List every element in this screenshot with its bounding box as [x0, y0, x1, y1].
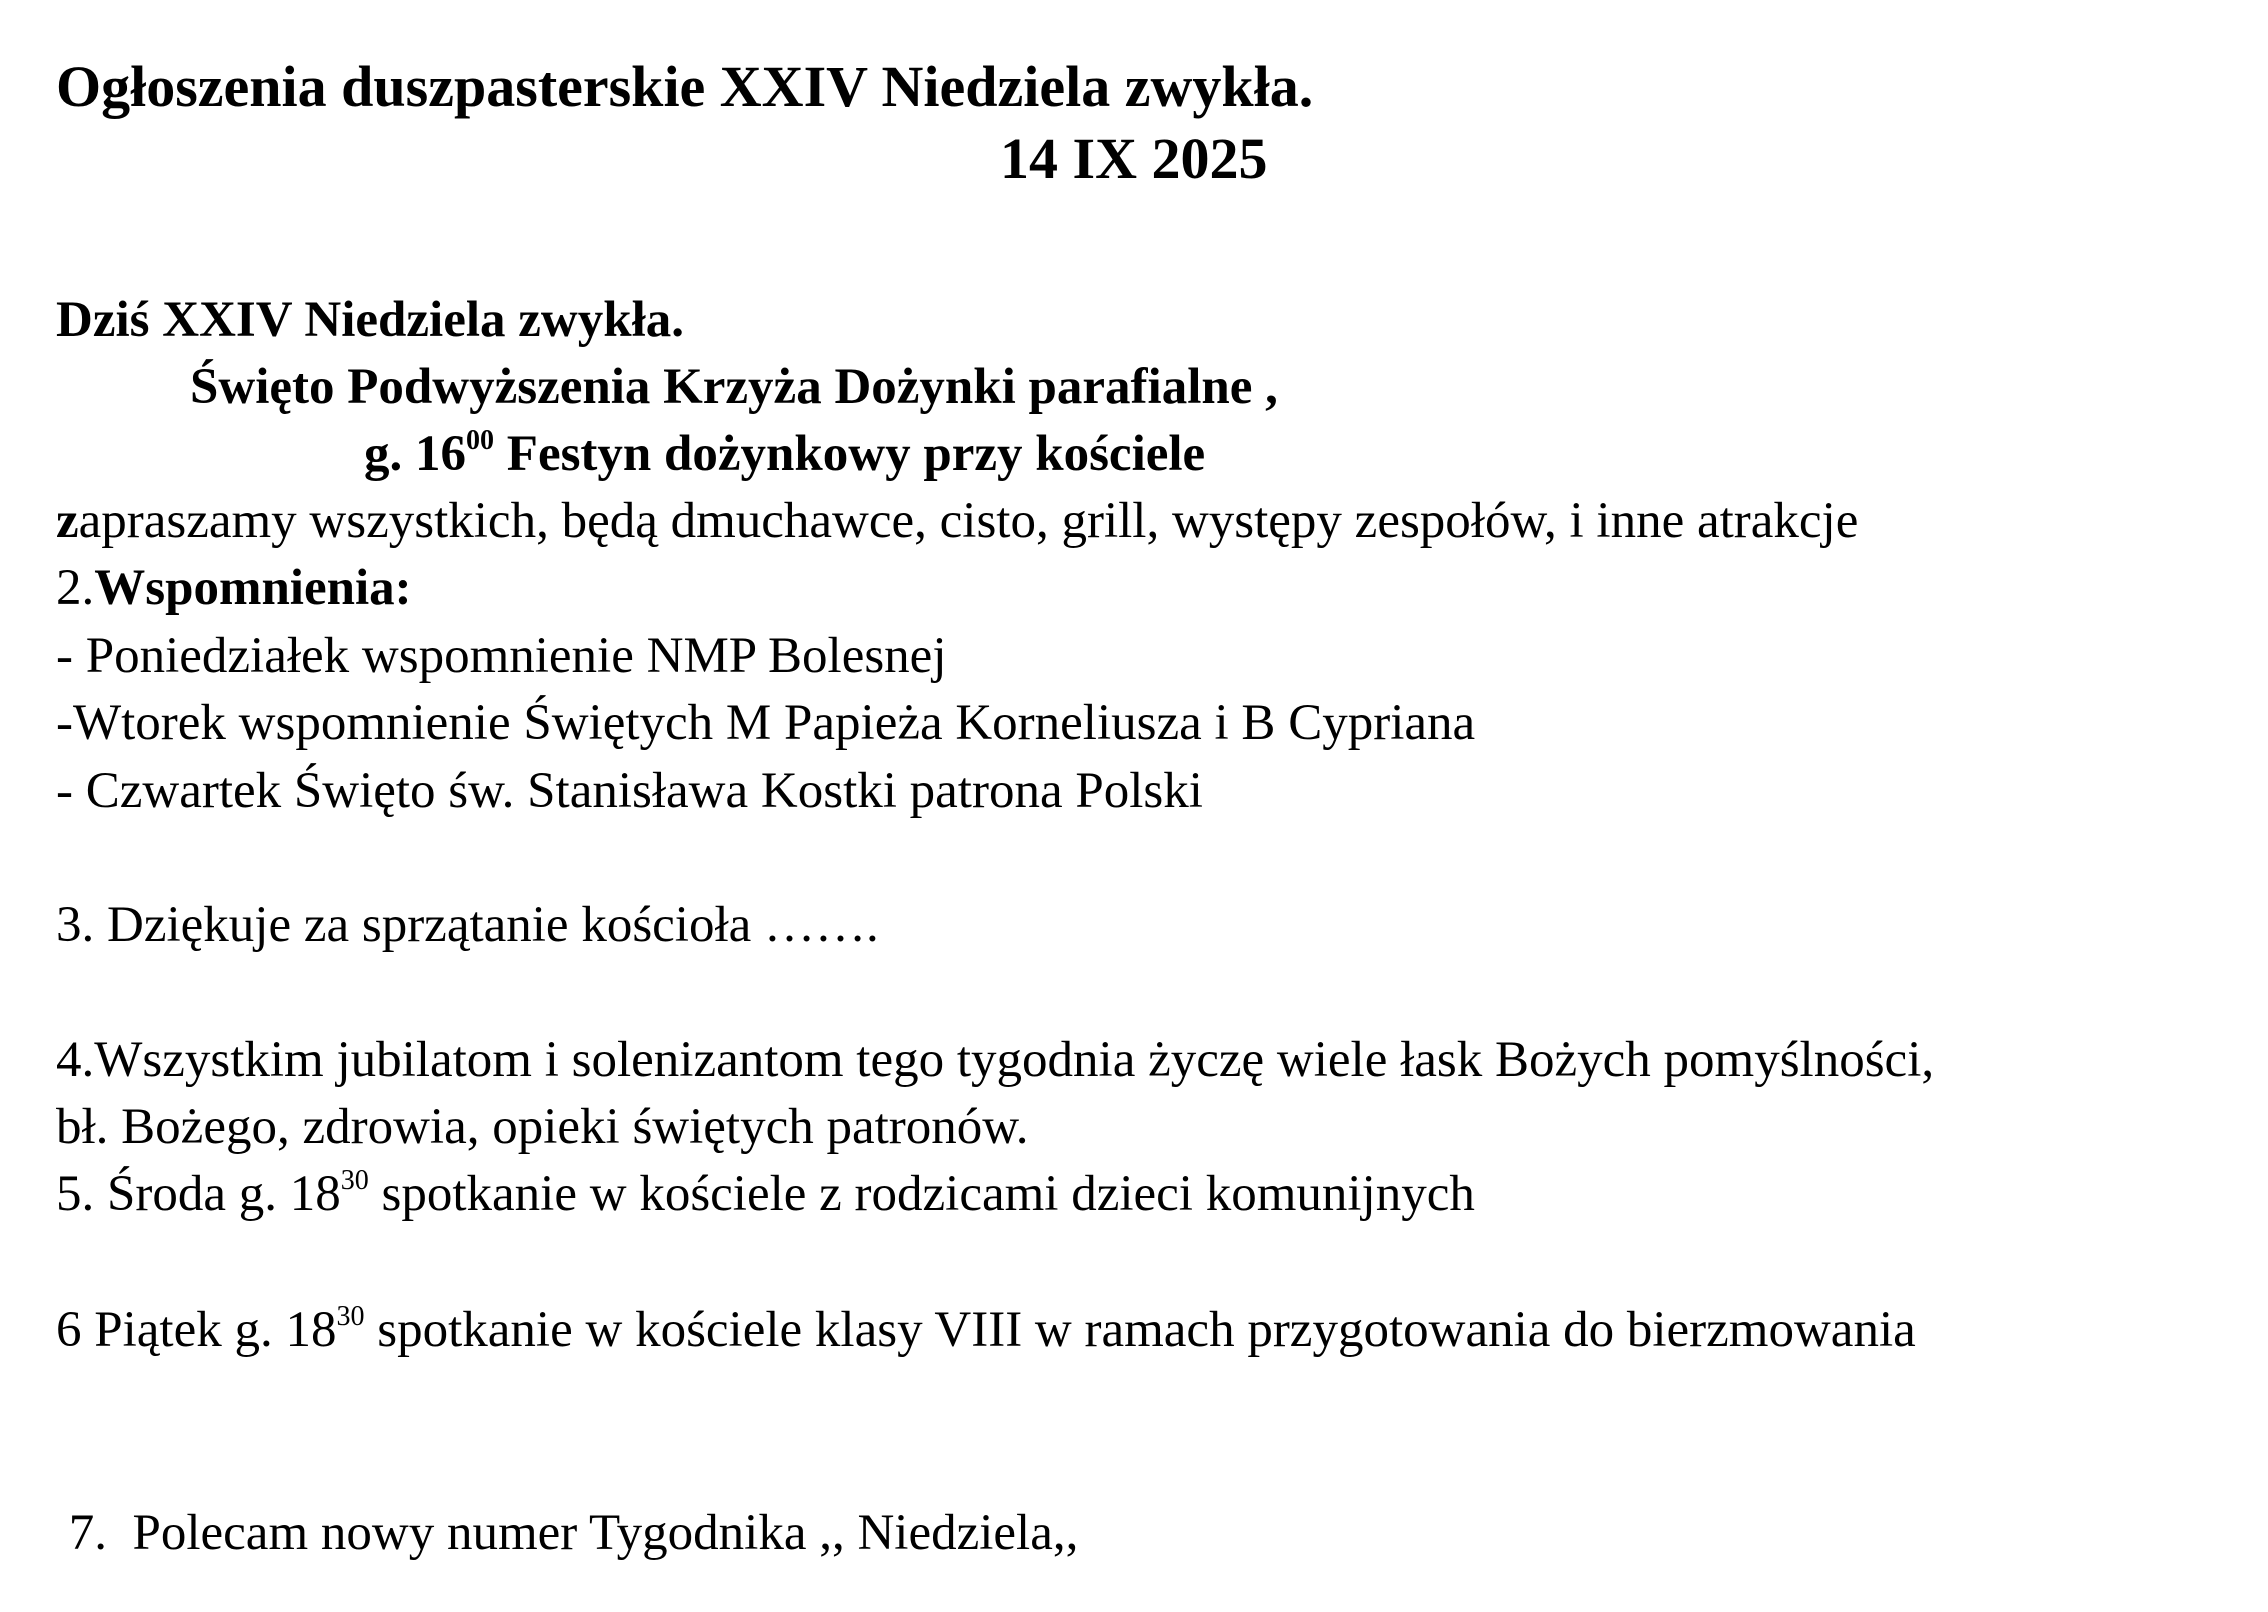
- item5-line: [56, 1164, 1475, 1222]
- item2-entry: -Wtorek wspomnienie Świętych M Papieża Korneliusza i B Cypriana: [56, 695, 1476, 751]
- item1-line1: Dziś XXIV Niedziela zwykła.: [56, 292, 685, 348]
- item6-suffix: spotkanie w kościele klasy VIII w ramach przygotowania do bierzmowania: [364, 1302, 1916, 1358]
- item1-line4: [56, 493, 1859, 549]
- item6-superscript: 30: [336, 1300, 365, 1332]
- item2-heading-line: [56, 560, 412, 616]
- item1-line3-suffix: Festyn dożynkowy przy kościele: [494, 426, 1206, 482]
- item5-prefix: 5. Środa g. 18: [56, 1166, 341, 1222]
- item2-heading: Wspomnienia:: [94, 560, 412, 616]
- item6-prefix: 6 Piątek g. 18: [56, 1302, 337, 1358]
- item2-number: 2.: [56, 560, 95, 616]
- item1-line3-prefix: g. 16: [364, 426, 466, 482]
- item1-line4-initial: z: [56, 493, 79, 549]
- item5-suffix: spotkanie w kościele z rodzicami dzieci komunijnych: [368, 1166, 1475, 1222]
- item7-text: 7. Polecam nowy numer Tygodnika ,, Niedziela,,: [56, 1505, 1079, 1561]
- item2-entry: - Czwartek Święto św. Stanisława Kostki patrona Polski: [56, 763, 1203, 819]
- item3-text: 3. Dziękuje za sprzątanie kościoła …….: [56, 897, 879, 953]
- item1-line4-rest: apraszamy wszystkich, będą dmuchawce, cisto, grill, występy zespołów, i inne atrakcje: [78, 493, 1859, 549]
- document-date: 14 IX 2025: [1000, 126, 1268, 191]
- item5-superscript: 30: [340, 1164, 369, 1196]
- document-title: Ogłoszenia duszpasterskie XXIV Niedziela zwykła.: [56, 54, 1314, 119]
- item1-line3-superscript: 00: [466, 424, 495, 456]
- item1-line3: [364, 424, 1206, 482]
- item4-line2: bł. Bożego, zdrowia, opieki świętych patronów.: [56, 1099, 1029, 1155]
- item4-line1: 4.Wszystkim jubilatom i solenizantom tego tygodnia życzę wiele łask Bożych pomyślności,: [56, 1032, 1935, 1088]
- item2-entry: - Poniedziałek wspomnienie NMP Bolesnej: [56, 628, 947, 684]
- item6-line: [56, 1300, 1916, 1358]
- item1-line2: Święto Podwyższenia Krzyża Dożynki parafialne ,: [190, 359, 1278, 415]
